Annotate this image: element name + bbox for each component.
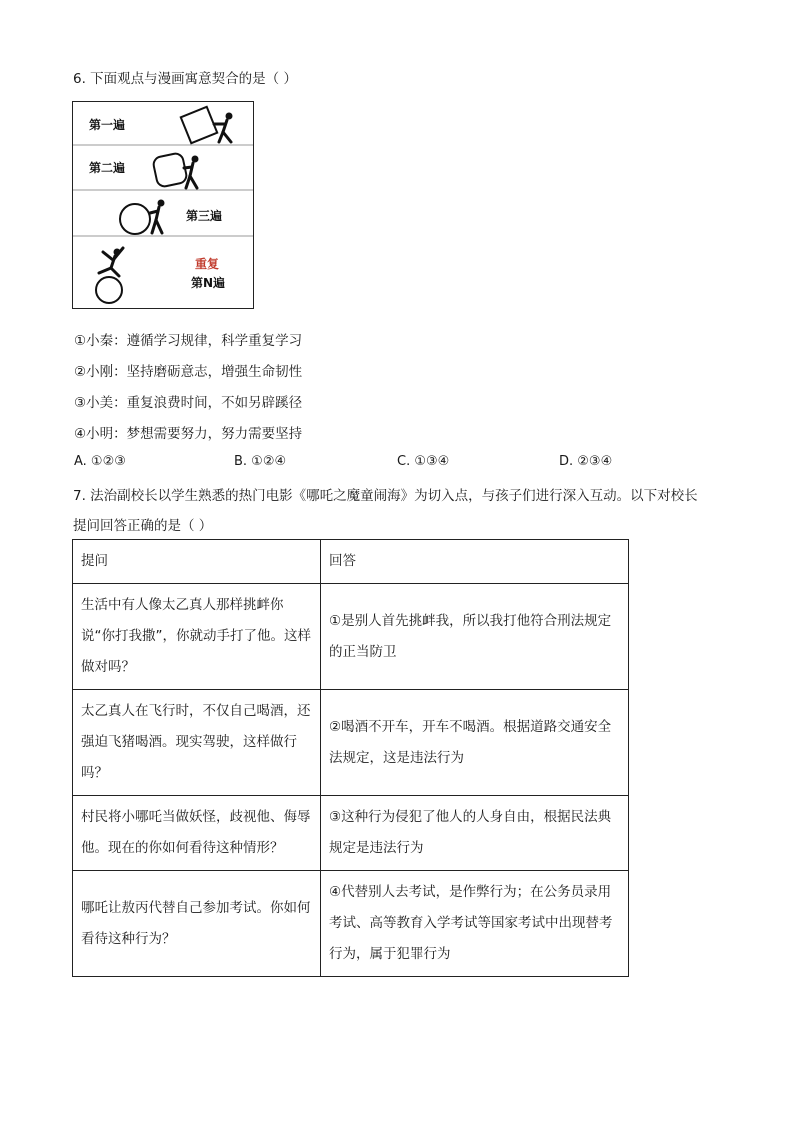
table-cell-answer: ④代替别人去考试，是作弊行为；在公务员录用考试、高等教育入学考试等国家考试中出现替考行为，属于犯罪行为 [321,871,629,977]
comic-panel4-label: 第N遍 [191,276,226,290]
table-cell-question: 哪吒让敖丙代替自己参加考试。你如何看待这种行为？ [73,871,321,977]
q6-statement-2: ②小刚：坚持磨砺意志，增强生命韧性 [74,364,303,380]
rolling-ball-icon [96,277,122,303]
square-block-icon [181,107,217,143]
qa-table [72,539,629,977]
comic-panel3-label: 第三遍 [186,209,223,223]
comic-panel4-red-label: 重复 [195,257,220,271]
q6-statement-3: ③小美：重复浪费时间，不如另辟蹊径 [74,395,303,411]
q6-statement-4: ④小明：梦想需要努力，努力需要坚持 [74,426,303,442]
table-row [73,584,629,690]
q6-choice-b: B. ①②④ [234,454,287,469]
table-header-question: 提问 [73,540,321,584]
table-cell-answer: ③这种行为侵犯了他人的人身自由，根据民法典规定是违法行为 [321,796,629,871]
comic-panel2-label: 第二遍 [89,161,126,175]
q6-choice-d: D. ②③④ [559,454,613,469]
q6-stem: 6. 下面观点与漫画寓意契合的是（ ） [73,71,297,87]
table-row [73,690,629,796]
table-header-answer: 回答 [321,540,629,584]
round-ball-icon [120,204,150,234]
q6-statement-1: ①小秦：遵循学习规律，科学重复学习 [74,333,303,349]
pushing-person-icon [150,200,165,234]
pushing-person-icon [214,113,233,143]
comic-panel1-label: 第一遍 [89,118,126,132]
table-cell-answer: ①是别人首先挑衅我，所以我打他符合刑法规定的正当防卫 [321,584,629,690]
table-header-row [73,540,629,584]
q6-choice-a: A. ①②③ [74,454,126,469]
table-cell-question: 村民将小哪吒当做妖怪，歧视他、侮辱他。现在的你如何看待这种情形？ [73,796,321,871]
running-person-icon [99,248,123,276]
table-cell-question: 生活中有人像太乙真人那样挑衅你说“你打我撒”，你就动手打了他。这样做对吗？ [73,584,321,690]
table-row [73,796,629,871]
q7-stem-line1: 7. 法治副校长以学生熟悉的热门电影《哪吒之魔童闹海》为切入点，与孩子们进行深入互动。以下对校长 [73,488,698,504]
comic-image [72,101,254,309]
table-cell-question: 太乙真人在飞行时，不仅自己喝酒，还强迫飞猪喝酒。现实驾驶，这样做行吗？ [73,690,321,796]
q7-stem-line2: 提问回答正确的是（ ） [73,518,213,534]
table-row [73,871,629,977]
q6-choice-c: C. ①③④ [397,454,450,469]
table-cell-answer: ②喝酒不开车，开车不喝酒。根据道路交通安全法规定，这是违法行为 [321,690,629,796]
rounded-block-icon [152,152,188,188]
